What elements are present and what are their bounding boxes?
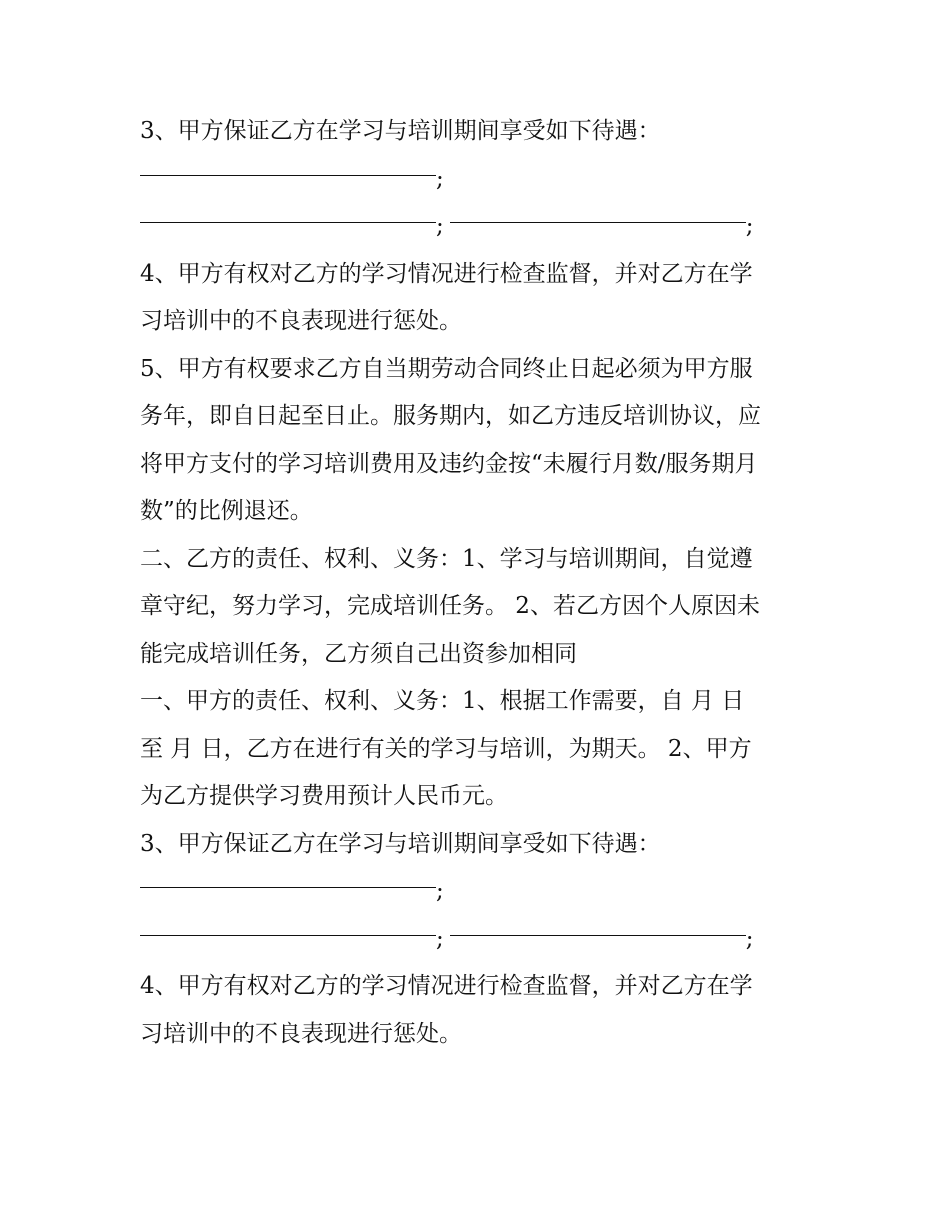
separator: ; xyxy=(745,213,754,239)
separator: ; xyxy=(436,213,444,239)
paragraph-line: 务年，即自日起至日止。服务期内，如乙方违反培训协议，应 xyxy=(140,403,761,429)
blank-underline xyxy=(140,934,436,936)
fill-in-line xyxy=(140,156,830,204)
separator: ; xyxy=(436,925,444,952)
paragraph-line: 一、甲方的责任、权利、义务：1、根据工作需要，自 月 日 xyxy=(140,688,745,714)
separator: ; xyxy=(436,165,444,192)
paragraph-line: 二、乙方的责任、权利、义务：1、学习与培训期间，自觉遵 xyxy=(140,545,753,572)
separator: ; xyxy=(436,878,444,904)
paragraph-line: 能完成培训任务，乙方须自己出资参加相同 xyxy=(140,640,577,667)
blank-underline xyxy=(140,174,436,176)
paragraph-line: 章守纪，努力学习，完成培训任务。 2、若乙方因个人原因未 xyxy=(140,593,760,619)
fill-in-line xyxy=(140,203,830,251)
paragraph-line: 3、甲方保证乙方在学习与培训期间享受如下待遇： xyxy=(140,118,661,144)
paragraph-line: 3、甲方保证乙方在学习与培训期间享受如下待遇： xyxy=(140,830,661,857)
paragraph-line: 习培训中的不良表现进行惩处。 xyxy=(140,1020,462,1047)
blank-underline xyxy=(140,886,436,888)
paragraph-line: 4、甲方有权对乙方的学习情况进行检查监督，并对乙方在学 xyxy=(140,260,753,287)
separator: ; xyxy=(745,925,754,952)
paragraph-line: 将甲方支付的学习培训费用及违约金按“未履行月数/服务期月 xyxy=(140,450,758,477)
paragraph-line: 4、甲方有权对乙方的学习情况进行检查监督，并对乙方在学 xyxy=(140,973,753,999)
blank-underline xyxy=(450,221,746,223)
blank-underline xyxy=(140,221,436,223)
blank-underline xyxy=(450,934,746,936)
paragraph-line: 数”的比例退还。 xyxy=(140,498,313,524)
paragraph-line: 5、甲方有权要求乙方自当期劳动合同终止日起必须为甲方服 xyxy=(140,355,753,382)
paragraph-line: 为乙方提供学习费用预计人民币元。 xyxy=(140,783,508,809)
fill-in-line xyxy=(140,868,830,916)
paragraph-line: 习培训中的不良表现进行惩处。 xyxy=(140,308,462,334)
paragraph-line: 至 月 日，乙方在进行有关的学习与培训，为期天。 2、甲方 xyxy=(140,735,752,762)
document-body xyxy=(140,108,830,1058)
fill-in-line xyxy=(140,916,830,964)
